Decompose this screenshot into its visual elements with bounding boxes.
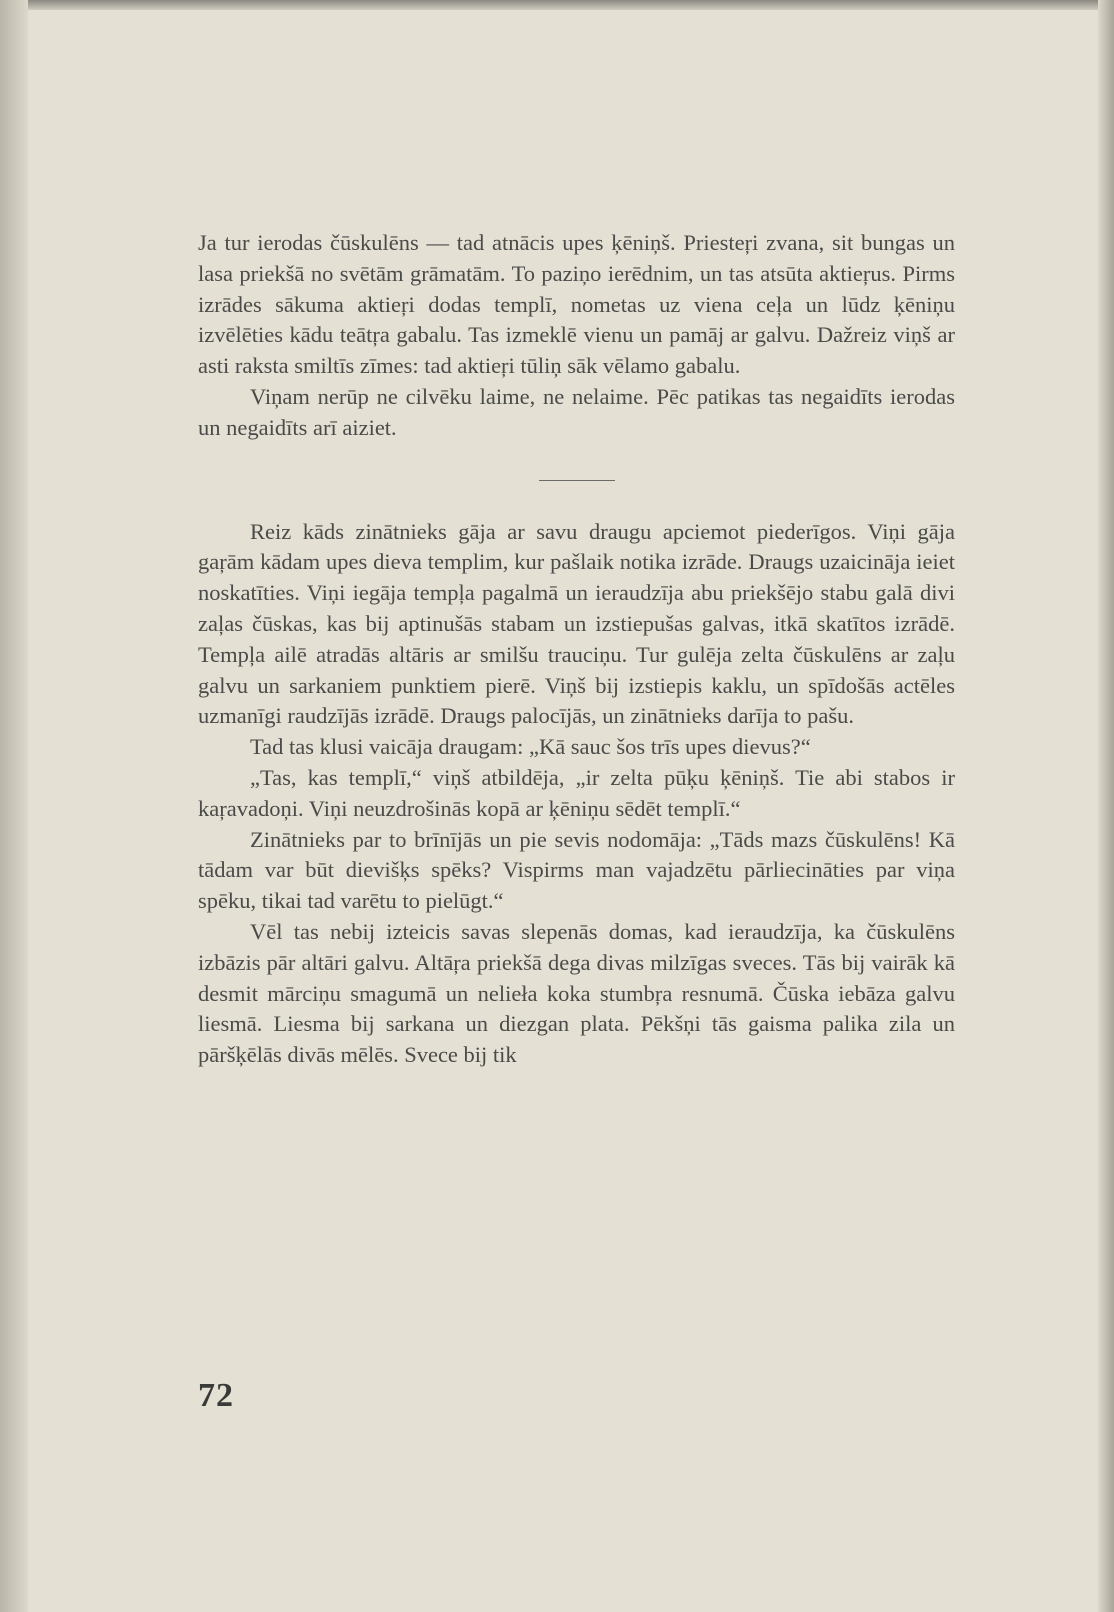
paragraph: „Tas, kas templī,“ viņš atbildēja, „ir zelta pūķu ķēniņš. Tie abi stabos ir kaŗavadoņi. Viņi neuzdrošinās kopā ar ķēniņu sēdēt templī.“	[198, 764, 955, 821]
paragraph: Viņam nerūp ne cilvēku laime, ne nelaime. Pēc patikas tas negaidīts ierodas un negaidīts arī aiziet.	[198, 383, 955, 440]
paragraph: Ja tur ierodas čūskulēns — tad atnācis upes ķēniņš. Priesteŗi zvana, sit bungas un lasa priekšā no svētām grāmatām. To paziņo ierēdnim, un tas atsūta aktieŗus. Pirms izrādes sākuma aktieŗi dodas templī, nometas uz viena ceļa un lūdz ķēniņu izvēlēties kādu teātŗa gabalu. Tas izmeklē vienu un pamāj ar galvu. Dažreiz viņš ar asti raksta smiltīs zīmes: tad aktieŗi tūliņ sāk vēlamo gabalu.	[198, 230, 955, 379]
body-text	[198, 228, 955, 1071]
paragraph: Zinātnieks par to brīnījās un pie sevis nodomāja: „Tāds mazs čūskulēns! Kā tādam var būt dievišķs spēks? Vispirms man vajadzētu pārliecināties par viņa spēku, tikai tad varētu to pielūgt.“	[198, 826, 955, 914]
page-left-edge	[0, 0, 28, 1612]
section-divider	[539, 480, 615, 481]
paragraph: Tad tas klusi vaicāja draugam: „Kā sauc šos trīs upes dievus?“	[250, 734, 811, 760]
page-right-edge	[1098, 0, 1114, 1612]
paragraph: Vēl tas nebij izteicis savas slepenās domas, kad ieraudzīja, ka čūskulēns izbāzis pār altāri galvu. Altāŗa priekšā dega divas milzīgas sveces. Tās bij vairāk kā desmit mārciņu smagumā un nelieła koka stumbŗa resnumā. Čūska iebāza galvu liesmā. Liesma bij sarkana un diezgan plata. Pēkšņi tās gaisma palika zila un pāršķēlās divās mēlēs. Svece bij tik	[198, 918, 955, 1068]
paragraph: Reiz kāds zinātnieks gāja ar savu draugu apciemot piederīgos. Viņi gāja gaŗām kādam upes dieva templim, kur pašlaik notika izrāde. Draugs uzaicināja ieiet noskatīties. Viņi iegāja tempļa pagalmā un ieraudzīja abu priekšējo stabu galā divi zaļas čūskas, kas bij aptinušās stabam un izstiepušas galvas, itkā skatītos izrādē. Tempļa ailē atradās altāris ar smilšu trauciņu. Tur gulēja zelta čūskulēns ar zaļu galvu un sarkaniem punktiem pierē. Viņš bij izstiepis kaklu, un spīdošās actēles uzmanīgi raudzījās izrādē. Draugs palocījās, un zinātnieks darīja to pašu.	[198, 518, 955, 729]
page-number: 72	[198, 1377, 234, 1414]
page-top-edge	[0, 0, 1114, 10]
